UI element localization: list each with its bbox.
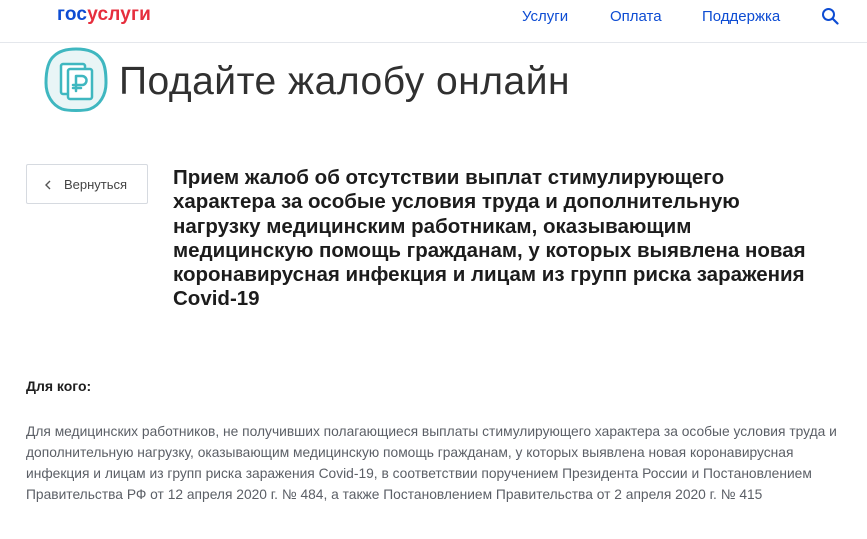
- for-whom-description: Для медицинских работников, не получивших полагающиеся выплаты стимулирующего характера за особые условия труда и дополнительную нагрузку, оказывающим медицинскую помощь гражданам, у которых выявлена новая коронавирусная инфекция и лицам из групп риска заражения Covid-19, в соответствии поручением Президента России и Постановлением Правительства РФ от 12 апреля 2020 г. № 484, а также Постановлением Правительства от 2 апреля 2020 г. № 415: [26, 424, 837, 502]
- service-title: Прием жалоб об отсутствии выплат стимулирующего характера за особые условия труда и дополнительную нагрузку медицинским работникам, оказывающим медицинскую помощь гражданам, у которых выявлена новая коронавирусная инфекция и лицам из групп риска заражения Covid-19: [173, 166, 806, 311]
- top-header: [0, 0, 867, 43]
- logo-part-gos: гос: [57, 4, 88, 25]
- nav-link-support[interactable]: Поддержка: [702, 8, 781, 25]
- gosuslugi-logo[interactable]: [57, 3, 151, 27]
- search-icon[interactable]: [821, 7, 839, 25]
- logo-part-uslugi: услуги: [87, 4, 152, 25]
- nav-link-services[interactable]: Услуги: [522, 8, 569, 25]
- page-title: Подайте жалобу онлайн: [119, 60, 571, 103]
- nav-link-payment[interactable]: Оплата: [610, 8, 662, 25]
- ruble-document-icon: [44, 47, 108, 113]
- chevron-left-icon: [44, 180, 52, 190]
- back-button[interactable]: [26, 164, 148, 204]
- back-button-label: Вернуться: [64, 177, 128, 192]
- for-whom-heading: Для кого:: [26, 378, 92, 394]
